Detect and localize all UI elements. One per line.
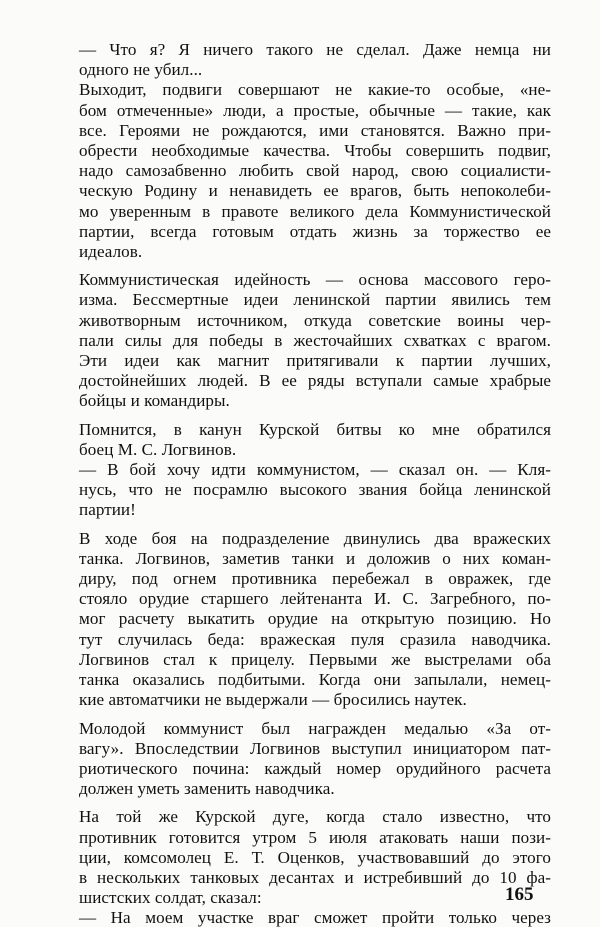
paragraph-8 (79, 807, 551, 908)
text-line: животворным источником, откуда советские воины чер- (79, 310, 551, 330)
paragraph-3 (79, 270, 551, 411)
page-body-text (79, 40, 551, 929)
paragraph-5 (79, 460, 551, 521)
paragraph-4 (79, 420, 551, 460)
paragraph-9 (79, 908, 551, 928)
text-line: шистских солдат, сказал: (79, 888, 262, 908)
text-line: надо самозабвенно любить свой народ, свою социалисти- (79, 161, 551, 181)
text-line: достойнейших людей. В ее ряды вступали самые храбрые (79, 371, 551, 391)
text-line: стояло орудие старшего лейтенанта И. С. Загребного, по- (79, 589, 551, 609)
text-line: Помнится, в канун Курской битвы ко мне обратился (79, 419, 551, 439)
text-line: бом отмеченные» люди, а простые, обычные — такие, как (79, 100, 551, 120)
text-line: обрести необходимые качества. Чтобы совершить подвиг, (79, 141, 551, 161)
page-number: 165 (505, 884, 534, 905)
text-line: боец М. С. Логвинов. (79, 439, 237, 459)
text-line: танка. Логвинов, заметив танки и доложив о них коман- (79, 548, 551, 568)
text-line: кие автоматчики не выдержали — бросились наутек. (79, 690, 467, 710)
paragraph-6 (79, 529, 551, 711)
text-line: мог расчету выкатить орудие на открытую позицию. Но (79, 609, 551, 629)
text-line: пали силы для победы в жесточайших схватках с врагом. (79, 330, 551, 350)
text-line: в нескольких танковых десантах и истребивший до 10 фа- (79, 867, 551, 887)
paragraph-1 (79, 40, 551, 80)
text-line: тут случилась беда: вражеская пуля сразила наводчика. (79, 629, 551, 649)
text-line: ческую Родину и ненавидеть ее врагов, быть непоколеби- (79, 181, 551, 201)
text-line: изма. Бессмертные идеи ленинской партии явились тем (79, 290, 551, 310)
text-line: одного не убил... (79, 60, 203, 80)
text-line: танка оказались подбитыми. Когда они запылали, немец- (79, 670, 551, 690)
text-line: партии! (79, 500, 136, 520)
text-line: риотического почина: каждый номер орудийного расчета (79, 758, 551, 778)
text-line: мо уверенным в правоте великого дела Коммунистической (79, 201, 551, 221)
text-line: все. Героями не рождаются, ими становятся. Важно при- (79, 120, 551, 140)
text-line: партии, всегда готовым отдать жизнь за торжество ее (79, 221, 551, 241)
paragraph-7 (79, 719, 551, 800)
text-line: нусь, что не посрамлю высокого звания бойца ленинской (79, 480, 551, 500)
text-line: Логвинов стал к прицелу. Первыми же выстрелами оба (79, 649, 551, 669)
text-line: Выходит, подвиги совершают не какие-то особые, «не- (79, 80, 551, 100)
text-line: Коммунистическая идейность — основа массового геро- (79, 270, 551, 290)
text-line: противник готовится утром 5 июля атаковать наши пози- (79, 827, 551, 847)
text-line: — На моем участке враг сможет пройти только через (79, 908, 551, 928)
text-line: — Что я? Я ничего такого не сделал. Даже немца ни (79, 40, 551, 59)
text-line: ции, комсомолец Е. Т. Оценков, участвовавший до этого (79, 847, 551, 867)
text-line: — В бой хочу идти коммунистом, — сказал он. — Кля- (79, 460, 551, 480)
text-line: В ходе боя на подразделение двинулись два вражеских (79, 528, 551, 548)
text-line: бойцы и командиры. (79, 391, 230, 411)
text-line: Эти идеи как магнит притягивали к партии лучших, (79, 351, 551, 371)
text-line: должен уметь заменить наводчика. (79, 779, 335, 799)
text-line: диру, под огнем противника перебежал в овражек, где (79, 569, 551, 589)
text-line: вагу». Впоследствии Логвинов выступил инициатором пат- (79, 738, 551, 758)
text-line: Молодой коммунист был награжден медалью «За от- (79, 718, 551, 738)
text-line: идеалов. (79, 242, 143, 262)
paragraph-2 (79, 80, 551, 262)
text-line: На той же Курской дуге, когда стало известно, что (79, 807, 551, 827)
